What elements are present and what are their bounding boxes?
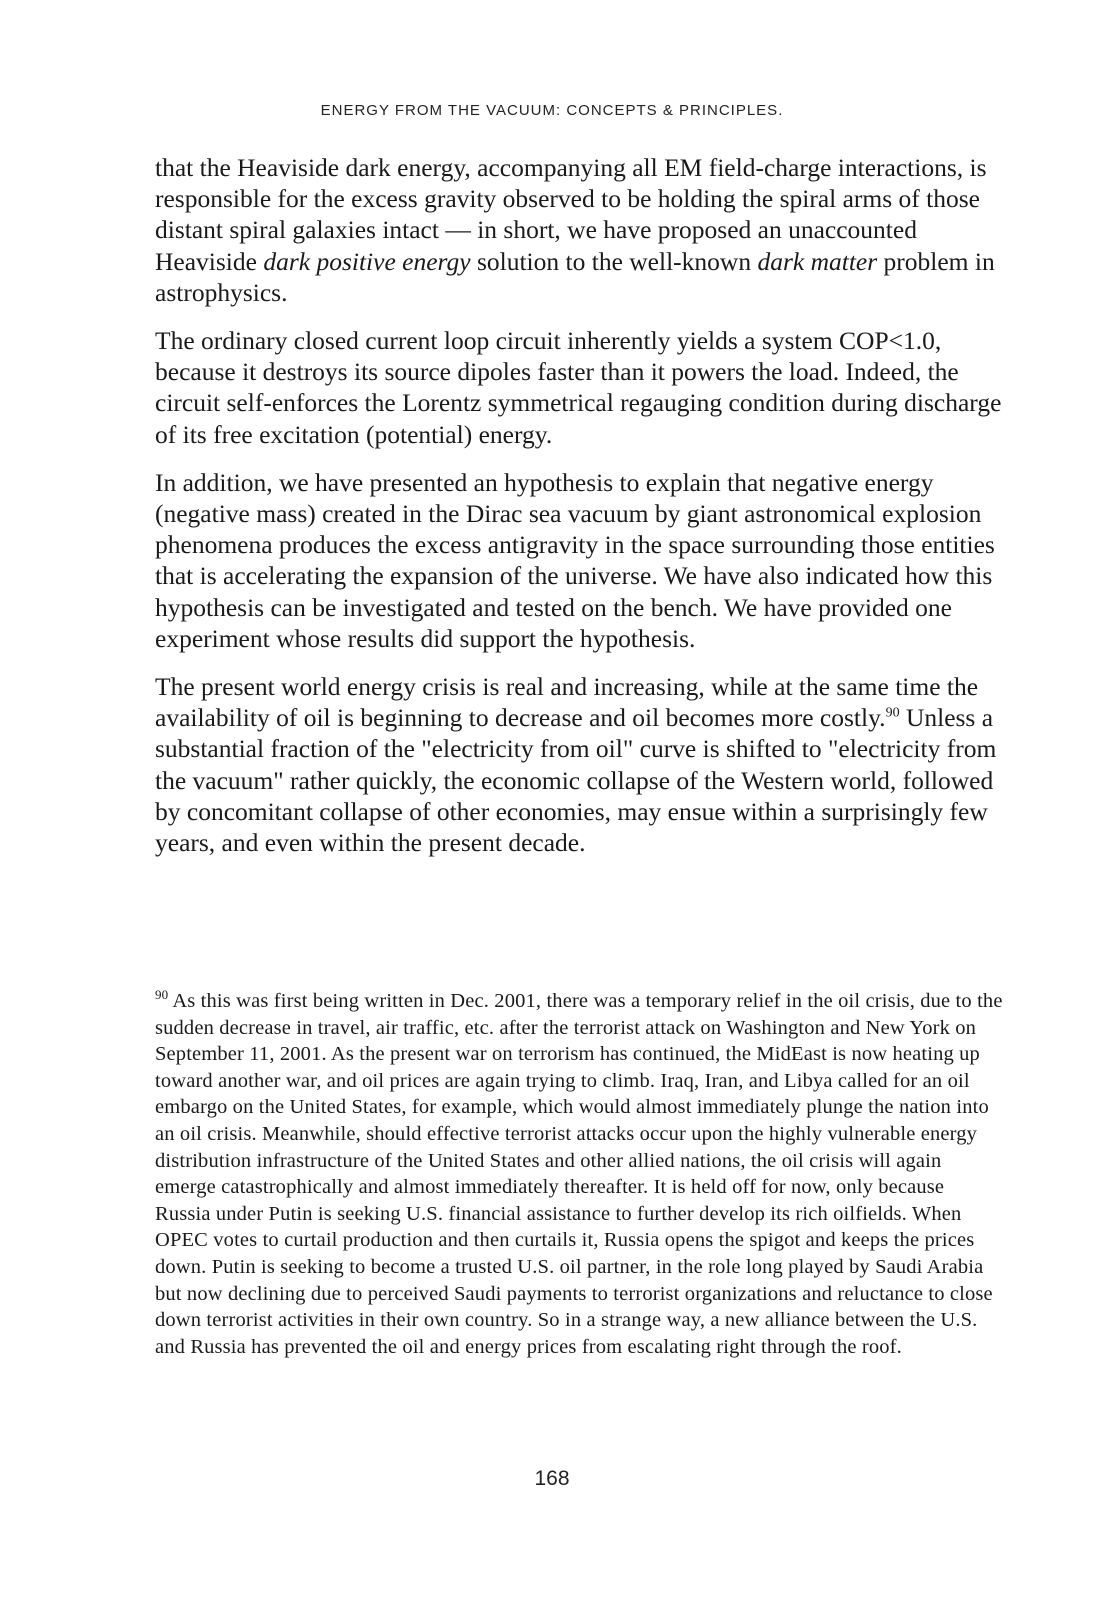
paragraph-4 — [155, 671, 1003, 858]
footnote-mark: 90 — [155, 987, 169, 1003]
italic-dark-positive-energy: dark positive energy — [263, 246, 471, 276]
paragraph-4-text-a: The present world energy crisis is real and increasing, while at the same time the availability of oil is beginning to decrease and oil becomes more costly. — [155, 672, 979, 733]
paragraph-1-text-c: problem in astrophysics. — [155, 246, 995, 307]
footnote — [155, 988, 1005, 1360]
page-number: 168 — [534, 1467, 570, 1490]
paragraph-1-text-b: solution to the well-known — [470, 246, 758, 276]
running-header: ENERGY FROM THE VACUUM: CONCEPTS & PRINCIPLES. — [320, 102, 784, 119]
italic-dark-matter: dark matter — [757, 246, 878, 276]
footnote-reference[interactable]: 90 — [885, 705, 900, 721]
footnote-text: As this was first being written in Dec. 2001, there was a temporary relief in the oil crisis, due to the sudden decrease in travel, air traffic, etc. after the terrorist attack on Washington and New York on September 11, 2001. As the present war on terrorism has continued, the MidEast is now heating up toward another war, and oil prices are again trying to climb. Iraq, Iran, and Libya called for an oil embargo on the United States, for example, which would almost immediately plunge the nation into an oil crisis. Meanwhile, should effective terrorist attacks occur upon the highly vulnerable energy distribution infrastructure of the United States and other allied nations, the oil crisis will again emerge catastrophically and almost immediately thereafter. It is held off for now, only because Russia under Putin is seeking U.S. financial assistance to further develop its rich oilfields. When OPEC votes to curtail production and then curtails it, Russia opens the spigot and keeps the prices down. Putin is seeking to become a trusted U.S. oil partner, in the role long played by Saudi Arabia but now declining due to perceived Saudi payments to terrorist organizations and reluctance to close down terrorist activities in their own country. So in a strange way, a new alliance between the U.S. and Russia has prevented the oil and energy prices from escalating right through the roof. — [155, 990, 1003, 1358]
body-text — [155, 152, 1003, 875]
paragraph-1 — [155, 152, 1003, 308]
paragraph-2: The ordinary closed current loop circuit inherently yields a system COP<1.0, because it destroys its source dipoles faster than it powers the load. Indeed, the circuit self-enforces the Lorentz symmetrical regauging condition during discharge of its free excitation (potential) energy. — [155, 326, 1002, 449]
paragraph-4-text-b: Unless a substantial fraction of the "electricity from oil" curve is shifted to "electricity from the vacuum" rather quickly, the economic collapse of the Western world, followed by concomitant collapse of other economies, may ensue within a surprisingly few years, and even within the present decade. — [155, 703, 997, 858]
paragraph-1-text-a: that the Heaviside dark energy, accompanying all EM field-charge interactions, is responsible for the excess gravity observed to be holding the spiral arms of those distant spiral galaxies intact — in short, we have proposed an unaccounted Heaviside — [155, 153, 987, 276]
paragraph-3: In addition, we have presented an hypothesis to explain that negative energy (negative mass) created in the Dirac sea vacuum by giant astronomical explosion phenomena produces the excess antigravity in the space surrounding those entities that is accelerating the expansion of the universe. We have also indicated how this hypothesis can be investigated and tested on the bench. We have provided one experiment whose results did support the hypothesis. — [155, 467, 995, 653]
footnote-section — [155, 988, 1005, 1360]
